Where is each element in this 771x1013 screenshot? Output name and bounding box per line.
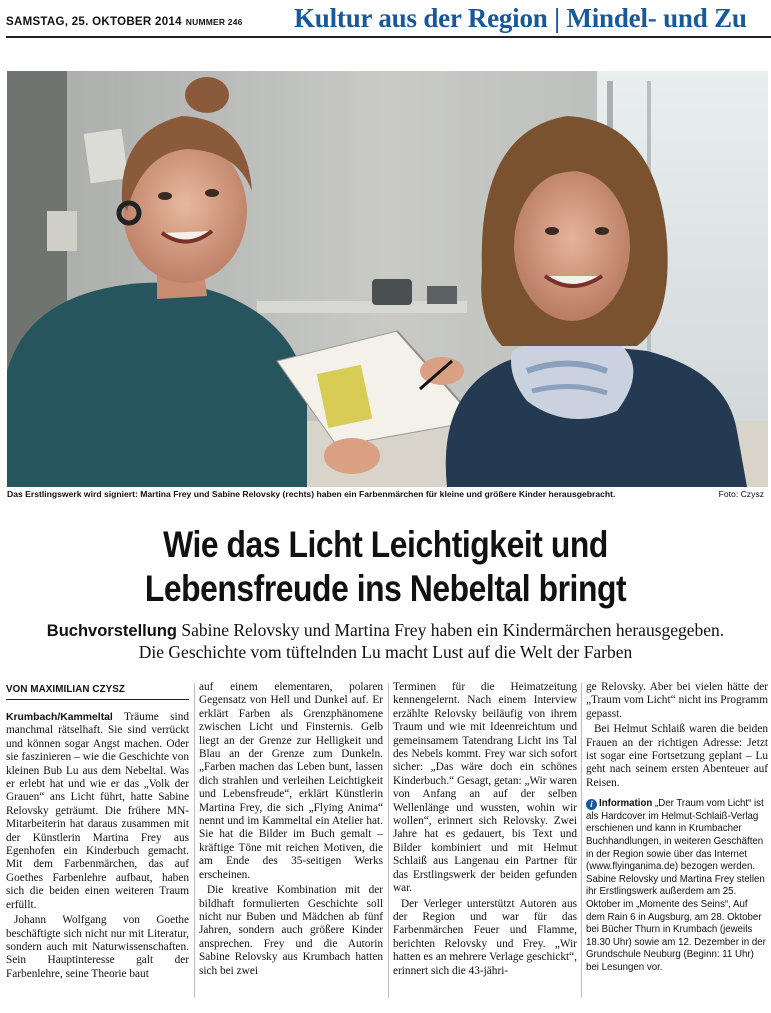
photo-caption [7, 489, 768, 499]
article-column-4 [586, 681, 768, 975]
headline-line-1: Wie das Licht Leichtigkeit und [163, 524, 608, 565]
subheadline-text: Sabine Relovsky und Martina Frey haben ein Kindermärchen herausgegeben. [176, 620, 725, 640]
paragraph: Bei Helmut Schlaiß waren die beiden Frauen an der richtigen Adresse: Jetzt ist sogar eine Fortsetzung geplant – Lu geht nach seinem ersten Abenteuer auf Reisen. [586, 723, 768, 789]
paragraph: Der Verleger unterstützt Autoren aus der Region und war für das Farbenmärchen Feuer und Flamme, berichten Relovsky und Frey. „Wir hatten es an mehrere Verlage geschickt“, erinnert sich die 43-jähri- [393, 897, 577, 977]
date-text: SAMSTAG, 25. OKTOBER 2014 [6, 16, 182, 28]
header-rule [6, 36, 771, 38]
info-label: Information [599, 798, 653, 810]
article-column-2 [199, 681, 383, 980]
paragraph: auf einem elementaren, polaren Gegensatz von Hell und Dunkel auf. Er erklärt Farben als Grenzphänomene zwischen Licht und Finsternis. Gelb liegt an der Grenze zur Helligkeit und Blau an der Grenze zum Dunkeln. „Farben machen das Leben bunt, lassen dich strahlen und verleihen Leichtigkeit und Lebensfreude“, erklärt Künstlerin Martina Frey, die sich „Flying Anima“ nennt und im Kammeltal ein Atelier hat. Sie hat die Bilder im Buch gemalt – kräftige Töne mit reichen Motiven, die am Ende des 35-seitigen Werks erscheinen. [199, 681, 383, 881]
article-photo [7, 71, 768, 487]
dateline: Krumbach/Kammeltal [6, 712, 113, 723]
issue-number: NUMMER 246 [185, 17, 243, 27]
paragraph: Johann Wolfgang von Goethe beschäftigte sich nicht nur mit Literatur, sondern auch mit Naturwissenschaften. Sein Hauptinteresse galt der Farbenlehre, seine Theorie baut [6, 914, 189, 980]
page-header [0, 0, 771, 40]
headline [54, 523, 717, 611]
byline: VON MAXIMILIAN CZYSZ [6, 684, 189, 700]
photo-illustration [7, 71, 768, 487]
caption-text: Das Erstlingswerk wird signiert: Martina Frey und Sabine Relovsky (rechts) haben ein Farbenmärchen für kleine und größere Kinder herausgebracht. [7, 489, 616, 499]
paragraph: ge Relovsky. Aber bei vielen hätte der „Traum vom Licht“ nicht ins Programm gepasst. [586, 681, 768, 720]
article-column-3 [393, 681, 577, 980]
issue-date [6, 16, 243, 28]
article-column-1 [6, 711, 189, 983]
info-icon: i [586, 799, 597, 810]
column-divider [581, 683, 582, 998]
kicker: Buchvorstellung [46, 622, 177, 640]
column-divider [194, 683, 195, 998]
column-divider [388, 683, 389, 998]
department-title: Kultur aus der Region | Mindel- und Zu [294, 3, 747, 33]
paragraph-text: Träume sind manchmal rätselhaft. Sie sind verrückt und können sogar Angst machen. Oder sie faszinieren – wie die Geschichte von kleinen Bub Lu aus dem Nebeltal. Was er erlebt hat und wie er das „Volk der Grauen“ ans Licht führt, hatte Sabine Relovsky geträumt. Die frühere MN-Mitarbeiterin hat daraus zusammen mit der Künstlerin Martina Frey aus Egenhofen ein Kinderbuch gemacht. Mit dem Farbenmärchen, das auf Goethes Farbenlehre aufbaut, haben sich die beiden einen weiteren Traum erfüllt. [6, 711, 189, 911]
subheadline-line-2: Die Geschichte vom tüftelnden Lu macht Lust auf die Welt der Farben [138, 642, 633, 662]
subheadline [0, 620, 771, 663]
info-text: „Der Traum vom Licht“ ist als Hardcover im Helmut-Schlaiß-Verlag erschienen und kann in Krumbacher Buchhandlungen, in weiteren Geschäften in der Region sowie über das Internet (www.flyinganima.de) bezogen werden. Sabine Relovsky und Martina Frey stellen ihr Erstlingswerk außerdem am 25. Oktober im „Momente des Seins“, Auf dem Rain 6 in Augsburg, am 28. Oktober bei Bücher Thurn in Krumbach (jeweils 18.30 Uhr) sowie am 12. Dezember in der Grundschule Neuburg (Beginn: 11 Uhr) bei Lesungen vor. [586, 798, 766, 973]
paragraph: Die kreative Kombination mit der bildhaft formulierten Geschichte soll nicht nur Buben und Mädchen ab fünf Jahren, sondern auch größere Kinder ansprechen. Frey und die Autorin Sabine Relovsky aus Krumbach hatten sich bei zwei [199, 884, 383, 977]
subheadline-line-1 [0, 620, 771, 642]
paragraph: Terminen für die Heimatzeitung kennengelernt. Nach einem Interview erzählte Relovsky beiläufig von ihrem Traum und wie mit Ideenreichtum und gemeinsamem Tatendrang Licht ins Tal des Nebels kommt. Frey war sich sofort sicher: „Das wäre doch ein schönes Kinderbuch.“ Gesagt, getan: „Wir waren von Anfang an auf der selben Wellenlänge und wussten, wohin wir wollen“, erinnert sich Relovsky. Zwei Jahre hat es gedauert, bis Text und Bilder kombiniert und mit Helmut Schlaiß aus Langenau ein Partner für das Erstlingswerk der beiden gefunden war. [393, 681, 577, 895]
headline-line-2: Lebensfreude ins Nebeltal bringt [144, 568, 627, 609]
paragraph [6, 711, 189, 912]
info-box [586, 798, 768, 974]
photo-credit: Foto: Czysz [718, 489, 764, 499]
